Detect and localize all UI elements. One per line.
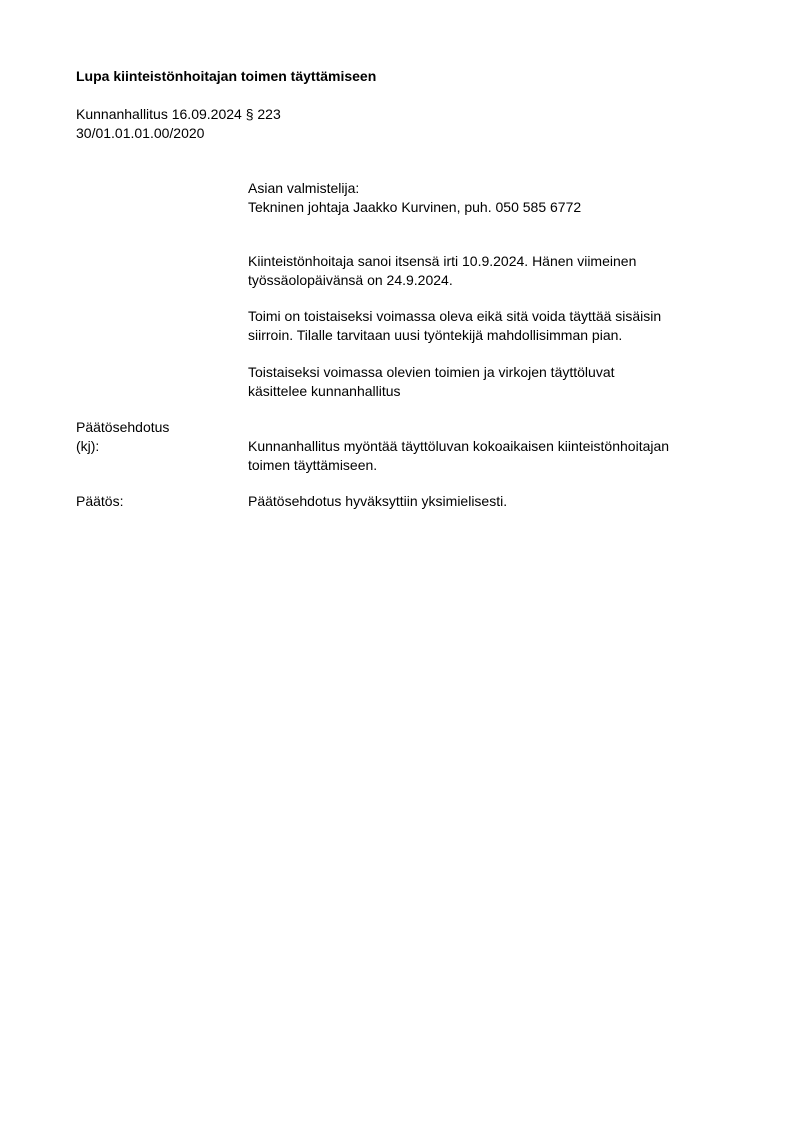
paragraph-line: Kiinteistönhoitaja sanoi itsensä irti 10.9.2024. Hänen viimeinen <box>248 253 637 269</box>
paragraph-line: työssäolopäivänsä on 24.9.2024. <box>248 272 453 288</box>
decision-label: Päätös: <box>76 493 124 509</box>
decision-text: Päätösehdotus hyväksyttiin yksimielisesti. <box>248 493 508 509</box>
paragraph-line: Toistaiseksi voimassa olevien toimien ja virkojen täyttöluvat <box>248 364 615 380</box>
meeting-reference: Kunnanhallitus 16.09.2024 § 223 <box>76 106 281 122</box>
document-title: Lupa kiinteistönhoitajan toimen täyttämiseen <box>76 68 377 84</box>
proposal-line: Kunnanhallitus myöntää täyttöluvan kokoaikaisen kiinteistönhoitajan <box>248 438 670 454</box>
paragraph-resignation <box>248 252 728 290</box>
paragraph-position <box>248 307 728 345</box>
record-number: 30/01.01.01.00/2020 <box>76 125 205 141</box>
proposal-label-kj: (kj): <box>76 438 100 454</box>
proposal-text <box>248 437 728 475</box>
paragraph-line: siirroin. Tilalle tarvitaan uusi työntekijä mahdollisimman pian. <box>248 327 623 343</box>
proposal-label: Päätösehdotus <box>76 419 170 435</box>
preparer-name: Tekninen johtaja Jaakko Kurvinen, puh. 050 585 6772 <box>248 199 582 215</box>
preparer-label: Asian valmistelija: <box>248 180 360 196</box>
paragraph-line: Toimi on toistaiseksi voimassa oleva eikä sitä voida täyttää sisäisin <box>248 308 662 324</box>
paragraph-line: käsittelee kunnanhallitus <box>248 383 401 399</box>
proposal-line: toimen täyttämiseen. <box>248 457 378 473</box>
paragraph-authority <box>248 363 728 401</box>
preparer-section <box>248 179 728 217</box>
